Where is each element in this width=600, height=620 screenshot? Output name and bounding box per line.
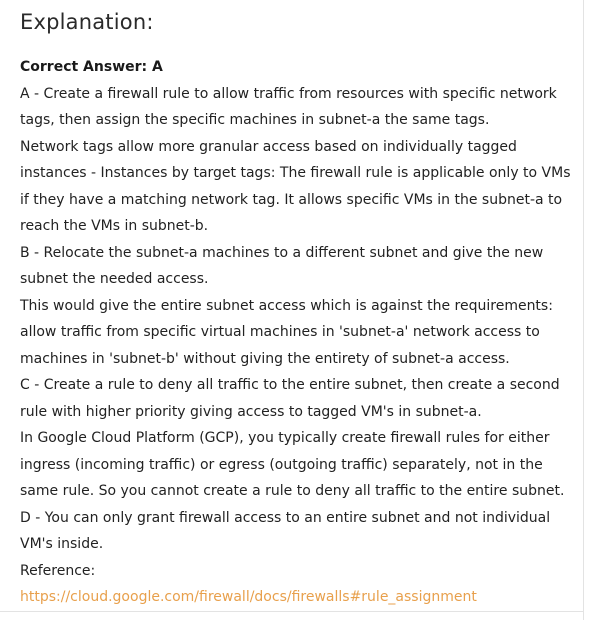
- explanation-line-1: A - Create a firewall rule to allow traffic from resources with specific network: [20, 85, 557, 102]
- explanation-line-8: subnet the needed access.: [20, 271, 209, 287]
- explanation-line-2: tags, then assign the specific machines in subnet-a the same tags.: [20, 112, 490, 128]
- explanation-line-9: This would give the entire subnet access which is against the requirements:: [20, 297, 553, 314]
- panel-bottom-border: [0, 611, 584, 612]
- reference-link[interactable]: https://cloud.google.com/firewall/docs/firewalls#rule_assignment: [20, 589, 477, 605]
- reference-label: Reference:: [20, 562, 96, 579]
- explanation-line-7: B - Relocate the subnet-a machines to a different subnet and give the new: [20, 244, 544, 261]
- explanation-line-15: ingress (incoming traffic) or egress (outgoing traffic) separately, not in the: [20, 456, 543, 473]
- explanation-line-13: rule with higher priority giving access to tagged VM's in subnet-a.: [20, 403, 482, 420]
- explanation-body: [20, 54, 571, 611]
- explanation-line-18: VM's inside.: [20, 536, 104, 552]
- explanation-line-6: reach the VMs in subnet-b.: [20, 218, 209, 234]
- explanation-line-5: if they have a matching network tag. It allows specific VMs in the subnet-a to: [20, 191, 563, 208]
- explanation-heading: Explanation:: [20, 10, 154, 34]
- panel-right-border: [583, 0, 584, 620]
- explanation-line-14: In Google Cloud Platform (GCP), you typically create firewall rules for either: [20, 430, 550, 446]
- explanation-line-16: same rule. So you cannot create a rule to deny all traffic to the entire subnet.: [20, 483, 565, 499]
- explanation-line-4: instances - Instances by target tags: The firewall rule is applicable only to VMs: [20, 165, 571, 181]
- explanation-line-3: Network tags allow more granular access based on individually tagged: [20, 138, 517, 155]
- explanation-line-10: allow traffic from specific virtual machines in 'subnet-a' network access to: [20, 324, 540, 340]
- explanation-line-17: D - You can only grant firewall access to an entire subnet and not individual: [20, 509, 551, 526]
- correct-answer: Correct Answer: A: [20, 59, 163, 75]
- explanation-line-11: machines in 'subnet-b' without giving the entirety of subnet-a access.: [20, 350, 510, 367]
- explanation-line-12: C - Create a rule to deny all traffic to the entire subnet, then create a second: [20, 377, 560, 393]
